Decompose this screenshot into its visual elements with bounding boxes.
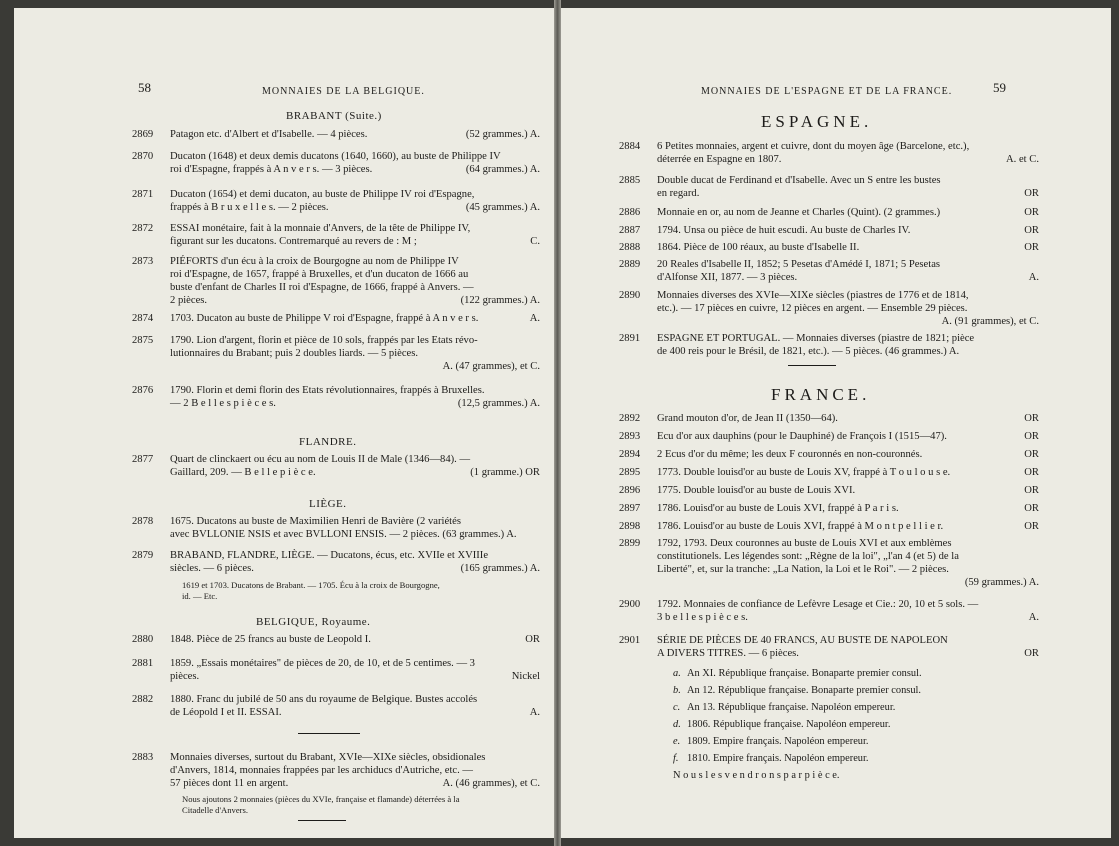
section-heading-belgique: BELGIQUE, Royaume. [256, 616, 371, 628]
catalog-entry: 2878 1675. Ducatons au buste de Maximilien Henri de Bavière (2 variétés avec BVLLONIE NSIS et avec BVLLONI ENSIS. — 2 pièces. (63 grammes.) A. [132, 516, 517, 540]
catalog-entry: 2900 1792. Monnaies de confiance de Lefèvre Lesage et Cie.: 20, 10 et 5 sols. — 3 b e l l e s p i è c e s. A. [619, 599, 1039, 623]
catalog-entry: 2896 1775. Double louisd'or au buste de Louis XVI. OR [619, 485, 1039, 496]
catalog-entry: 2880 1848. Pièce de 25 francs au buste de Leopold I. OR [132, 634, 540, 645]
separator-rule [298, 820, 346, 821]
footnote: Nous ajoutons 2 monnaies (pièces du XVIe, française et flamande) déterrées à la Citadelle d'Anvers. [182, 794, 460, 815]
running-head: MONNAIES DE L'ESPAGNE ET DE LA FRANCE. [701, 86, 953, 97]
catalog-entry: 2870 Ducaton (1648) et deux demis ducatons (1640, 1660), au buste de Philippe IV roi d'Espagne, frappés à A n v e r s. — 3 pièces. (64 grammes.) A. [132, 151, 540, 175]
catalog-entry: 2881 1859. „Essais monétaires" de pièces de 20, de 10, et de 5 centimes. — 3 pièces. Nickel [132, 658, 540, 682]
section-heading-brabant: BRABANT (Suite.) [286, 110, 382, 122]
catalog-entry: 2869 Patagon etc. d'Albert et d'Isabelle. — 4 pièces. (52 grammes.) A. [132, 129, 540, 140]
catalog-entry: 2884 6 Petites monnaies, argent et cuivre, dont du moyen âge (Barcelone, etc.), déterrée en Espagne en 1807. A. et C. [619, 141, 1039, 165]
page-number: 58 [138, 80, 151, 95]
catalog-entry: 2888 1864. Pièce de 100 réaux, au buste d'Isabelle II. OR [619, 242, 1039, 253]
catalog-entry: 2891 ESPAGNE ET PORTUGAL. — Monnaies diverses (piastre de 1821; pièce de 400 reis pour le Brésil, de 1821, etc.). — 5 pièces. (46 grammes.) A. [619, 333, 975, 357]
catalog-entry: 2885 Double ducat de Ferdinand et d'Isabelle. Avec un S entre les bustes en regard. OR [619, 175, 1039, 199]
separator-rule [788, 365, 836, 366]
catalog-entry: 2892 Grand mouton d'or, de Jean II (1350—64). OR [619, 413, 1039, 424]
catalog-entry: 2898 1786. Louisd'or au buste de Louis XVI, frappé à M o n t p e l l i e r. OR [619, 521, 1039, 532]
catalog-entry: 2899 1792, 1793. Deux couronnes au buste de Louis XVI et aux emblèmes constitutionels. Les légendes sont: „Règne de la loi", „l'an 4 (et 5) de la Liberté", et, sur la tranche: „La Nation, la Loi et le Roi". — 2 pièces. (59 grammes.) A. [619, 538, 1039, 588]
catalog-entry: 2893 Ecu d'or aux dauphins (pour le Dauphiné) de François I (1515—47). OR [619, 431, 1039, 442]
catalog-entry: 2876 1790. Florin et demi florin des Etats révolutionnaires, frappés à Bruxelles. — 2 B e l l e s p i è c e s. (12,5 grammes.) A. [132, 385, 540, 409]
catalog-entry: 2871 Ducaton (1654) et demi ducaton, au buste de Philippe IV roi d'Espagne, frappés à B r u x e l l e s. — 2 pièces. (45 grammes.) A. [132, 189, 540, 213]
catalog-entry: 2883 Monnaies diverses, surtout du Brabant, XVIe—XIXe siècles, obsidionales d'Anvers, 1814, monnaies frappées par les archiducs d'Autriche, etc. — 57 pièces dont 11 en argent. A. (46 grammes), et C. [132, 752, 540, 789]
catalog-entry: 2875 1790. Lion d'argent, florin et pièce de 10 sols, frappés par les Etats révo- lutionnaires du Brabant; puis 2 doubles liards. — 5 pièces. A. (47 grammes), et C. [132, 335, 540, 372]
catalog-entry: 2877 Quart de clinckaert ou écu au nom de Louis II de Male (1346—84). — Gaillard, 209. — B e l l e p i è c e. (1 gramme.) OR [132, 454, 540, 478]
page-number: 59 [993, 80, 1006, 95]
catalog-entry: 2873 PIÉFORTS d'un écu à la croix de Bourgogne au nom de Philippe IV roi d'Espagne, de 1657, frappé à Bruxelles, et d'un ducaton de 1666 au buste d'enfant de Charles II roi d'Espagne, de 1666, frappé à Anvers. — 2 pièces. (122 grammes.) A. [132, 256, 540, 306]
catalog-entry: 2890 Monnaies diverses des XVIe—XIXe siècles (piastres de 1776 et de 1814, etc.). — 17 pièces en cuivre, 12 pièces en argent. — Ensemble 29 pièces. A. (91 grammes), et C. [619, 290, 1039, 327]
running-head: MONNAIES DE LA BELGIQUE. [262, 86, 425, 97]
left-page [14, 8, 555, 838]
catalog-entry: 2889 20 Reales d'Isabelle II, 1852; 5 Pesetas d'Amédé I, 1871; 5 Pesetas d'Alfonse XII, 1877. — 3 pièces. A. [619, 259, 1039, 283]
catalog-entry: 2882 1880. Franc du jubilé de 50 ans du royaume de Belgique. Bustes accolés de Léopold I et II. ESSAI. A. [132, 694, 540, 718]
right-page: MONNAIES DE L'ESPAGNE ET DE LA FRANCE. 59 ESPAGNE. 2884 6 Petites monnaies, argent et cuivre, dont du moyen âge (Barcelone, etc.), déterrée en Espagne en 1807. A. et C. 2885 Double ducat de Ferdinand et d'Isabelle. Avec un S entre les bustes en regard. OR 2886 Monnaie en or, au nom de Jeanne et Charles (Quint). (2 grammes.) OR 2887 1794. Unsa ou pièce de huit escudi. Au buste de Charles IV. OR 2888 1864. Pièce de 100 réaux, au buste d'Isabelle II. OR 2889 20 Reales d'Isabelle II, 1852; 5 Pesetas d'Amédé I, 1871; 5 Pesetas d'Alfonse XII, 1877. — 3 pièces. A. 2890 Monnaies diverses des XVIe—XIXe siècles (piastres de 1776 et de 1814, etc.). — 17 pièces en cuivre, 12 pièces en argent. — Ensemble 29 pièces. A. (91 grammes), et C. 2891 ESPAGNE ET PORTUGAL. — Monnaies diverses (piastre de 1821; pièce de 400 reis pour le Brésil, de 1821, etc.). — 5 pièces. (46 grammes.) A. FRANCE. 2892 Grand mouton d'or, de Jean II (1350—64). OR 2893 Ecu d'or aux dauphins (pour le Dauphiné) de François I (1515—47). OR 2894 2 Ecus d'or du même; les deux F couronnés en non-couronnés. OR 2895 1773. Double louisd'or au buste de Louis XV, frappé à T o u l o u s e. OR 2896 1775. Double louisd'or au buste de Louis XVI. OR 2897 1786. Louisd'or au buste de Louis XVI, frappé à P a r i s. OR 2898 1786. Louisd'or au buste de Louis XVI, frappé à M o n t p e l l i e r. OR 2899 1792, 1793. Deux couronnes au buste de Louis XVI et aux emblèmes constitutionels. Les légendes sont: „Règne de la loi", „l'an 4 (et 5) de la Liberté", et, sur la tranche: „La Nation, la Loi et le Roi". — 2 pièces. (59 grammes.) A. 2900 1792. Monnaies de confiance de Lefèvre Lesage et Cie.: 20, 10 et 5 sols. — 3 b e l l e s p i è c e s. A. 2901 SÉRIE DE PIÈCES DE 40 FRANCS, AU BUSTE DE NAPOLEON A DIVERS TITRES. — 6 pièces. OR a. An XI. République française. Bonaparte premier consul. b. An 12. République française. Bonaparte premier consul. c. An 13. République française. Napoléon empereur. d. 1806. République française. Napoléon empereur. e. 1809. Empire français. Napoléon empereur. f. 1810. Empire français. Napoléon empereur. N o u s l e s v e n d r o n s p a r p i è c e. [561, 8, 1111, 838]
catalog-entry: 2895 1773. Double louisd'or au buste de Louis XV, frappé à T o u l o u s e. OR [619, 467, 1039, 478]
catalog-entry: 2894 2 Ecus d'or du même; les deux F couronnés en non-couronnés. OR [619, 449, 1039, 460]
catalog-entry: 2886 Monnaie en or, au nom de Jeanne et Charles (Quint). (2 grammes.) OR [619, 207, 1039, 218]
catalog-entry: 2874 1703. Ducaton au buste de Philippe V roi d'Espagne, frappé à A n v e r s. A. [132, 313, 540, 324]
catalog-entry: 2897 1786. Louisd'or au buste de Louis XVI, frappé à P a r i s. OR [619, 503, 1039, 514]
section-heading-liege: LIÈGE. [309, 498, 347, 510]
section-heading-espagne: ESPAGNE. [761, 112, 873, 131]
catalog-entry: 2887 1794. Unsa ou pièce de huit escudi. Au buste de Charles IV. OR [619, 225, 1039, 236]
catalog-entry: 2872 ESSAI monétaire, fait à la monnaie d'Anvers, de la tête de Philippe IV, figurant sur les ducatons. Contremarqué au revers de : M ; C. [132, 223, 540, 247]
book-gutter [554, 0, 561, 846]
catalog-entry: 2901 SÉRIE DE PIÈCES DE 40 FRANCS, AU BUSTE DE NAPOLEON A DIVERS TITRES. — 6 pièces. OR [619, 635, 1039, 659]
section-heading-france: FRANCE. [771, 385, 871, 404]
catalog-entry: 2879 BRABAND, FLANDRE, LIÈGE. — Ducatons, écus, etc. XVIIe et XVIIIe siècles. — 6 pièces. (165 grammes.) A. [132, 550, 540, 574]
section-heading-flandre: FLANDRE. [299, 436, 357, 448]
footnote: 1619 et 1703. Ducatons de Brabant. — 1705. Écu à la croix de Bourgogne, id. — Etc. [182, 580, 440, 601]
separator-rule [298, 733, 360, 734]
